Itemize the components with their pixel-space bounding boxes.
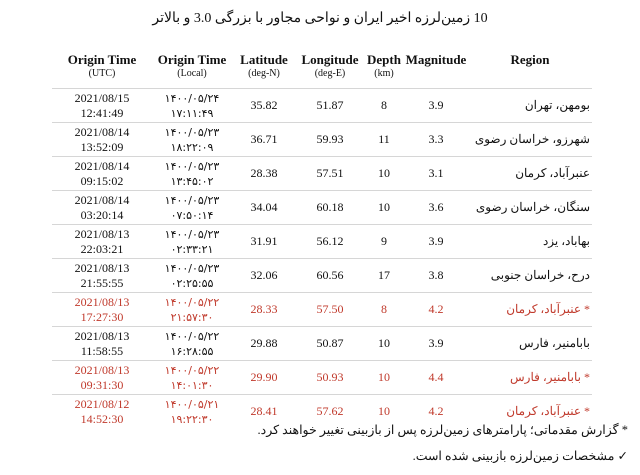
cell-origin-time-utc-text: 2021/08/14 [74,192,130,207]
cell-latitude-text: 29.90 [250,370,278,384]
cell-depth-text: 8 [381,98,387,112]
cell-longitude-text: 57.62 [316,404,344,418]
reviewed-note: ✓ مشخصات زمین‌لرزه بازبینی شده است. [412,449,628,463]
cell-region-text: سنگان، خراسان رضوی [475,200,590,214]
cell-depth [364,327,404,361]
cell-magnitude [404,293,468,327]
cell-longitude [296,327,364,361]
table-row [52,225,592,259]
cell-depth [364,361,404,395]
cell-depth [364,123,404,157]
header-depth: Depth (km) [367,52,401,79]
cell-depth-text: 10 [378,200,390,214]
cell-depth [364,191,404,225]
cell-origin-time-utc-text: 13:52:09 [80,139,124,154]
cell-origin-time-utc [52,89,152,123]
cell-region [468,293,592,327]
cell-origin-time-local-text: ۱۶:۲۸:۵۵ [170,344,214,358]
cell-origin-time-local-text: ۲۱:۵۷:۳۰ [170,310,214,324]
table-row [52,123,592,157]
preliminary-note: * گزارش مقدماتی؛ پارامترهای زمین‌لرزه پس از بازبینی تغییر خواهند کرد. [257,423,628,437]
table-row [52,361,592,395]
cell-longitude [296,225,364,259]
cell-latitude-text: 28.41 [250,404,278,418]
cell-origin-time-utc-text: 09:31:30 [80,377,124,392]
table-row [52,293,592,327]
cell-depth-text: 8 [381,302,387,316]
cell-longitude-text: 57.51 [316,166,344,180]
cell-latitude [232,361,296,395]
cell-magnitude-text: 3.1 [428,166,444,180]
cell-magnitude [404,157,468,191]
cell-region [468,123,592,157]
cell-longitude [296,89,364,123]
page-title: 10 زمین‌لرزه اخیر ایران و نواحی مجاور با بزرگی 3.0 و بالاتر [152,11,488,26]
cell-longitude [296,123,364,157]
table-header-row [52,52,592,89]
cell-depth-text: 10 [378,370,390,384]
cell-latitude-text: 35.82 [250,98,278,112]
cell-origin-time-local-text: ۱۴۰۰/۰۵/۲۲ [164,329,220,343]
cell-region [468,327,592,361]
cell-longitude-text: 50.87 [316,336,344,350]
cell-origin-time-utc-text: 22:03:21 [80,241,124,256]
cell-origin-time-utc [52,327,152,361]
cell-origin-time-local-text: ۱۴۰۰/۰۵/۲۳ [164,193,220,207]
cell-origin-time-utc [52,259,152,293]
cell-magnitude-text: 3.9 [428,98,444,112]
table-row [52,327,592,361]
cell-origin-time-local-text: ۱۹:۲۲:۳۰ [170,412,214,426]
cell-origin-time-local-text: ۱۴۰۰/۰۵/۲۳ [164,125,220,139]
cell-depth [364,89,404,123]
cell-latitude-text: 36.71 [250,132,278,146]
cell-region-text: * عنبرآباد، کرمان [506,404,590,418]
cell-origin-time-local [152,225,232,259]
cell-origin-time-utc [52,123,152,157]
cell-region-text: بهاباد، یزد [542,234,590,248]
cell-latitude [232,327,296,361]
cell-magnitude-text: 3.8 [428,268,444,282]
cell-origin-time-local-text: ۱۴۰۰/۰۵/۲۳ [164,227,220,241]
header-magnitude: Magnitude [405,52,467,67]
cell-origin-time-utc [52,293,152,327]
cell-region-text: بابامنیر، فارس [519,336,590,350]
cell-origin-time-local [152,327,232,361]
cell-origin-time-local-text: ۰۷:۵۰:۱۴ [170,208,214,222]
cell-depth-text: 17 [378,268,390,282]
cell-latitude [232,259,296,293]
cell-longitude-text: 60.18 [316,200,344,214]
cell-region [468,259,592,293]
cell-depth-text: 10 [378,336,390,350]
cell-latitude-text: 34.04 [250,200,278,214]
cell-origin-time-local [152,361,232,395]
cell-origin-time-utc-text: 03:20:14 [80,207,124,222]
cell-latitude [232,225,296,259]
cell-origin-time-utc-text: 21:55:55 [80,275,124,290]
cell-longitude [296,191,364,225]
cell-origin-time-local-text: ۱۸:۲۲:۰۹ [170,140,214,154]
header-origin-time-local: Origin Time (Local) [157,52,227,79]
cell-depth-text: 11 [378,132,390,146]
cell-origin-time-local [152,259,232,293]
cell-origin-time-utc [52,157,152,191]
earthquake-table [52,52,592,428]
cell-origin-time-utc-text: 09:15:02 [80,173,124,188]
cell-magnitude-text: 3.9 [428,234,444,248]
cell-longitude [296,293,364,327]
cell-origin-time-local-text: ۱۳:۴۵:۰۲ [170,174,214,188]
cell-magnitude-text: 3.6 [428,200,444,214]
cell-magnitude [404,259,468,293]
table-row [52,259,592,293]
cell-magnitude [404,361,468,395]
cell-region [468,191,592,225]
table-row [52,89,592,123]
cell-magnitude-text: 3.3 [428,132,444,146]
cell-region [468,157,592,191]
cell-latitude-text: 28.38 [250,166,278,180]
cell-latitude [232,123,296,157]
cell-origin-time-utc-text: 2021/08/12 [74,396,130,411]
cell-depth [364,259,404,293]
cell-latitude [232,89,296,123]
cell-latitude-text: 31.91 [250,234,278,248]
cell-magnitude [404,89,468,123]
cell-region [468,361,592,395]
cell-origin-time-local-text: ۱۴۰۰/۰۵/۲۳ [164,261,220,275]
cell-origin-time-utc-text: 2021/08/13 [74,260,130,275]
cell-origin-time-utc-text: 11:58:55 [80,343,124,358]
cell-magnitude-text: 4.4 [428,370,444,384]
header-latitude: Latitude (deg-N) [240,52,288,79]
cell-origin-time-local-text: ۰۲:۲۵:۵۵ [170,276,214,290]
cell-origin-time-local-text: ۱۴۰۰/۰۵/۲۱ [164,397,220,411]
cell-magnitude [404,225,468,259]
cell-depth-text: 10 [378,166,390,180]
cell-region [468,89,592,123]
header-region: Region [510,52,550,67]
cell-longitude [296,361,364,395]
cell-origin-time-utc-text: 12:41:49 [80,105,124,120]
cell-longitude-text: 50.93 [316,370,344,384]
table-row [52,157,592,191]
cell-region-text: * عنبرآباد، کرمان [506,302,590,316]
cell-longitude [296,259,364,293]
cell-region-text: بومهن، تهران [524,98,590,112]
cell-origin-time-utc [52,225,152,259]
cell-origin-time-utc-text: 2021/08/13 [74,226,130,241]
cell-region-text: شهرزو، خراسان رضوی [474,132,590,146]
cell-longitude-text: 59.93 [316,132,344,146]
cell-region-text: * بابامنیر، فارس [510,370,590,384]
cell-latitude [232,191,296,225]
cell-origin-time-utc-text: 2021/08/13 [74,294,130,309]
cell-origin-time-local-text: ۱۴۰۰/۰۵/۲۲ [164,363,220,377]
header-longitude: Longitude (deg-E) [301,52,359,79]
cell-latitude-text: 28.33 [250,302,278,316]
cell-origin-time-utc-text: 2021/08/15 [74,90,130,105]
cell-latitude-text: 32.06 [250,268,278,282]
cell-origin-time-utc-text: 17:27:30 [80,309,124,324]
cell-origin-time-local-text: ۱۴۰۰/۰۵/۲۲ [164,295,220,309]
cell-depth-text: 9 [381,234,387,248]
cell-origin-time-local [152,157,232,191]
cell-origin-time-local [152,89,232,123]
cell-region-text: عنبرآباد، کرمان [515,166,590,180]
cell-magnitude [404,123,468,157]
cell-depth [364,293,404,327]
cell-magnitude-text: 3.9 [428,336,444,350]
cell-magnitude [404,327,468,361]
cell-magnitude [404,191,468,225]
cell-origin-time-local [152,293,232,327]
cell-origin-time-utc [52,191,152,225]
cell-depth [364,225,404,259]
cell-region-text: درح، خراسان جنوبی [490,268,590,282]
cell-origin-time-local [152,191,232,225]
cell-origin-time-utc-text: 2021/08/13 [74,328,130,343]
cell-magnitude-text: 4.2 [428,302,444,316]
table-row [52,191,592,225]
cell-origin-time-local-text: ۱۴۰۰/۰۵/۲۳ [164,159,220,173]
header-origin-time-utc: Origin Time (UTC) [67,52,137,79]
cell-magnitude-text: 4.2 [428,404,444,418]
cell-longitude-text: 57.50 [316,302,344,316]
cell-latitude-text: 29.88 [250,336,278,350]
cell-depth-text: 10 [378,404,390,418]
cell-latitude [232,157,296,191]
cell-origin-time-utc-text: 2021/08/13 [74,362,130,377]
cell-depth [364,157,404,191]
cell-longitude-text: 56.12 [316,234,344,248]
cell-longitude-text: 51.87 [316,98,344,112]
cell-origin-time-utc [52,361,152,395]
cell-origin-time-utc-text: 14:52:30 [80,411,124,426]
cell-origin-time-utc-text: 2021/08/14 [74,124,130,139]
cell-origin-time-local-text: ۰۲:۳۳:۲۱ [170,242,214,256]
cell-origin-time-local-text: ۱۴:۰۱:۳۰ [170,378,214,392]
cell-origin-time-utc-text: 2021/08/14 [74,158,130,173]
cell-origin-time-local [152,123,232,157]
cell-latitude [232,293,296,327]
cell-region [468,225,592,259]
cell-longitude-text: 60.56 [316,268,344,282]
cell-longitude [296,157,364,191]
cell-origin-time-local-text: ۱۷:۱۱:۴۹ [170,106,214,120]
cell-origin-time-local-text: ۱۴۰۰/۰۵/۲۴ [164,91,220,105]
